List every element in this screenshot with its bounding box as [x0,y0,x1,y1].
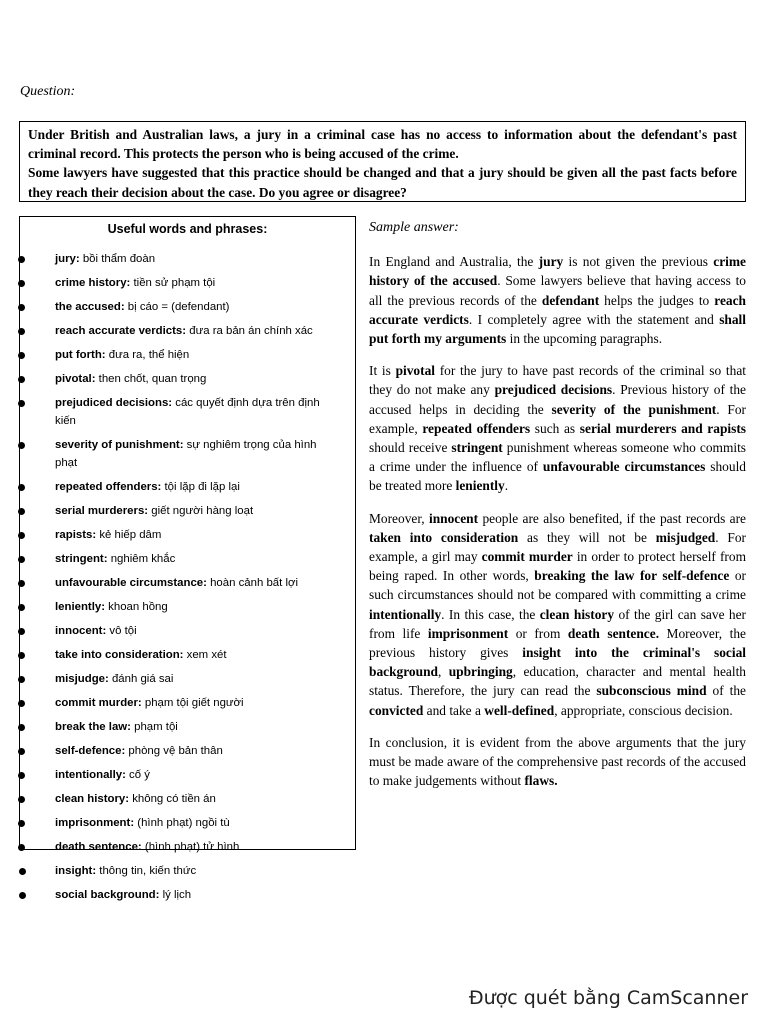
vocab-meaning: bị cáo = (defendant) [124,301,230,313]
bold-phrase: serial murderers and rapists [579,420,746,436]
bold-phrase: flaws. [524,773,558,789]
answer-paragraph [369,361,746,495]
text-run: . Some lawyers believe that having access to all the previous records of the [369,273,746,308]
bold-phrase: stringent [451,440,503,456]
vocab-meaning: kẻ hiếp dâm [96,529,162,541]
question-line-1: Under British and Australian laws, a jury in a criminal case has no access to information about the defendant's past criminal record. This protects the person who is being accused of the crime. [28,127,737,162]
vocab-term: take into consideration: [55,649,184,661]
vocab-term: prejudiced decisions: [55,397,173,409]
bold-phrase: clean history [539,606,615,622]
text-run: such as [530,420,580,436]
text-run: people are also benefited, if the past records are [478,510,746,526]
vocab-term: clean history: [55,793,130,805]
vocab-meaning: phạm tội [130,721,178,733]
bold-phrase: subconscious mind [596,683,707,699]
sample-answer [369,218,746,803]
bullet-icon [18,328,25,335]
sample-answer-heading: Sample answer: [369,220,459,235]
text-run: . In this case, the [441,606,540,622]
bullet-icon [18,676,25,683]
vocab-meaning: (hình phạt) ngồi tù [134,817,230,829]
text-run: should receive [369,440,452,456]
text-run: and take a [423,702,485,718]
vocab-term: imprisonment: [55,817,135,829]
bullet-icon [18,532,25,539]
vocab-item [0,694,360,712]
vocab-term: innocent: [55,625,107,637]
vocab-term: rapists: [55,529,97,541]
vocab-item [0,886,360,904]
vocab-item [0,322,360,340]
text-run: . Previous history of the accused helps in deciding the [369,382,746,417]
vocab-meaning: bồi thẩm đoàn [79,253,156,265]
vocab-term: crime history: [55,277,131,289]
text-run: or such circumstances should not be compared with committing a crime [369,568,746,603]
vocab-meaning: đưa ra, thể hiện [105,349,190,361]
bullet-icon [18,352,25,359]
vocab-term: jury: [55,253,80,265]
bullet-icon [18,844,25,851]
bullet-icon [18,748,25,755]
vocab-item [0,670,360,688]
text-run: . For example, [369,401,746,436]
vocab-meaning: các quyết định dựa trên định kiến [55,397,320,427]
bold-phrase: jury [538,254,564,270]
vocab-term: serial murderers: [55,505,149,517]
vocab-item [0,394,360,430]
bullet-icon [18,772,25,779]
bullet-icon [18,304,25,311]
text-run: is not given the previous [563,254,714,270]
vocab-term: commit murder: [55,697,142,709]
bold-phrase: death sentence. [567,625,660,641]
vocab-item [0,742,360,760]
answer-paragraph [369,252,746,348]
vocab-meaning: khoan hồng [105,601,168,613]
vocab-meaning: phòng vệ bản thân [125,745,223,757]
vocab-meaning: giết người hàng loạt [148,505,254,517]
vocab-meaning: phạm tội giết người [141,697,244,709]
text-run: Moreover, [369,510,429,526]
bullet-icon [18,700,25,707]
vocab-meaning: nghiêm khắc [107,553,176,565]
vocab-meaning: tiền sử phạm tội [130,277,216,289]
bullet-icon [18,556,25,563]
text-run: . For example, a girl may [369,529,746,565]
text-run: for the jury to have past records of the criminal so that they do not make any [369,363,746,398]
bullet-icon [18,280,25,287]
bullet-icon [18,376,25,383]
vocab-meaning: then chốt, quan trọng [95,373,207,385]
camscanner-watermark: Được quét bằng CamScanner [468,987,748,1009]
answer-paragraph [369,509,746,720]
vocab-meaning: xem xét [183,649,227,661]
text-run: It is [369,363,396,379]
bold-phrase: misjudged [655,529,716,545]
bullet-icon [18,652,25,659]
vocab-item [0,718,360,736]
bold-phrase: shall put forth my arguments [369,311,746,347]
vocab-item [0,370,360,388]
bullet-icon [18,580,25,587]
text-run: Moreover, the previous history gives [369,625,746,661]
question-label: Question: [20,84,76,99]
text-run: , appropriate, conscious decision. [554,702,733,718]
vocab-term: stringent: [55,553,108,565]
bullet-icon [18,508,25,515]
vocab-term: death sentence: [55,841,142,853]
bold-phrase: leniently [455,478,505,494]
vocabulary-title: Useful words and phrases: [107,222,268,236]
vocab-term: misjudge: [55,673,109,685]
vocab-item [0,502,360,520]
vocab-term: reach accurate verdicts: [55,325,187,337]
bold-phrase: commit murder [481,549,573,565]
vocab-item [0,646,360,664]
bold-phrase: unfavourable circumstances [542,459,706,475]
bold-phrase: severity of the punishment [551,401,717,417]
text-run: in order to protect herself from being raped. In other words, [369,549,746,584]
vocab-term: pivotal: [55,373,96,385]
bullet-icon [18,796,25,803]
bold-phrase: reach accurate verdicts [369,292,746,327]
text-run: , [437,664,449,680]
vocab-item [0,478,360,496]
bold-phrase: repeated offenders [422,420,531,436]
bullet-icon [18,400,25,407]
text-run: In England and Australia, the [369,254,539,270]
bullet-icon [18,724,25,731]
text-run: should be treated more [369,459,746,494]
bullet-icon [19,868,26,875]
vocab-meaning: cố ý [125,769,150,781]
vocab-item [0,274,360,292]
vocab-term: unfavourable circumstance: [55,577,207,589]
text-run: helps the judges to [599,292,715,308]
vocab-meaning: thông tin, kiến thức [96,865,197,877]
bold-phrase: intentionally [369,606,442,622]
bold-phrase: upbringing [448,664,513,680]
vocab-item [0,766,360,784]
bold-phrase: crime history of the accused [369,254,747,289]
question-line-2: Some lawyers have suggested that this practice should be changed and that a jury should be given all the past facts before they reach their decision about the case. Do you agree or disagree? [28,165,737,200]
text-run: of the [706,683,746,699]
question-box [19,121,746,202]
vocab-item [0,526,360,544]
vocab-meaning: (hình phạt) tử hình [141,841,240,853]
vocab-term: severity of punishment: [55,439,184,451]
text-run: as they will not be [518,529,656,545]
bold-phrase: innocent [428,510,479,526]
bullet-icon [18,820,25,827]
vocab-term: leniently: [55,601,106,613]
vocab-meaning: lý lịch [159,889,192,901]
vocab-item [0,814,360,832]
vocab-item [0,790,360,808]
bold-phrase: breaking the law for self-defence [534,568,730,584]
bullet-icon [18,256,25,263]
bullet-icon [18,628,25,635]
vocab-item [0,250,360,268]
vocab-term: social background: [55,889,160,901]
vocab-term: repeated offenders: [55,481,162,493]
bold-phrase: insight into the criminal's social background [369,645,747,680]
answer-paragraph [369,733,746,791]
vocab-item [0,598,360,616]
vocab-meaning: đưa ra bản án chính xác [186,325,313,337]
text-run: punishment whereas someone who commits a crime under the influence of [369,440,747,475]
bold-phrase: taken into consideration [369,529,519,545]
vocab-item [0,622,360,640]
text-run: , education, character and mental health status. Therefore, the jury can read the [369,664,746,699]
vocab-term: self-defence: [55,745,126,757]
vocab-item [0,574,360,592]
vocab-meaning: hoàn cảnh bất lợi [206,577,298,589]
vocab-item [0,346,360,364]
vocab-meaning: sự nghiêm trọng của hình phạt [55,439,317,469]
text-run: or from [508,625,568,641]
vocab-term: insight: [55,865,97,877]
bold-phrase: convicted [369,702,424,718]
vocab-meaning: đánh giá sai [108,673,174,685]
vocab-item [0,436,360,472]
vocab-item [0,838,360,856]
text-run: In conclusion, it is evident from the above arguments that the jury must be made aware of the comprehensive past records of the accused to make judgements without [369,734,746,789]
vocab-item [0,298,360,316]
answer-paragraphs [369,252,746,790]
bold-phrase: well-defined [484,702,555,718]
bold-phrase: defendant [541,292,600,308]
bullet-icon [19,892,26,899]
vocab-item [0,550,360,568]
vocab-term: the accused: [55,301,125,313]
text-run: of the girl can save her from life [369,606,746,641]
bullet-icon [18,484,25,491]
bold-phrase: pivotal [395,363,435,379]
bold-phrase: prejudiced decisions [494,382,613,398]
vocab-meaning: không có tiền án [129,793,216,805]
text-run: in the upcoming paragraphs. [506,331,663,347]
vocab-term: put forth: [55,349,106,361]
bullet-icon [18,442,25,449]
bullet-icon [18,604,25,611]
vocab-item [0,862,360,880]
vocab-meaning: tội lặp đi lặp lại [161,481,240,493]
vocabulary-list [0,250,360,910]
text-run: . I completely agree with the statement and [468,311,720,327]
vocab-term: intentionally: [55,769,126,781]
vocab-term: break the law: [55,721,131,733]
text-run: . [504,478,509,494]
bold-phrase: imprisonment [427,625,509,641]
vocab-meaning: vô tội [106,625,137,637]
